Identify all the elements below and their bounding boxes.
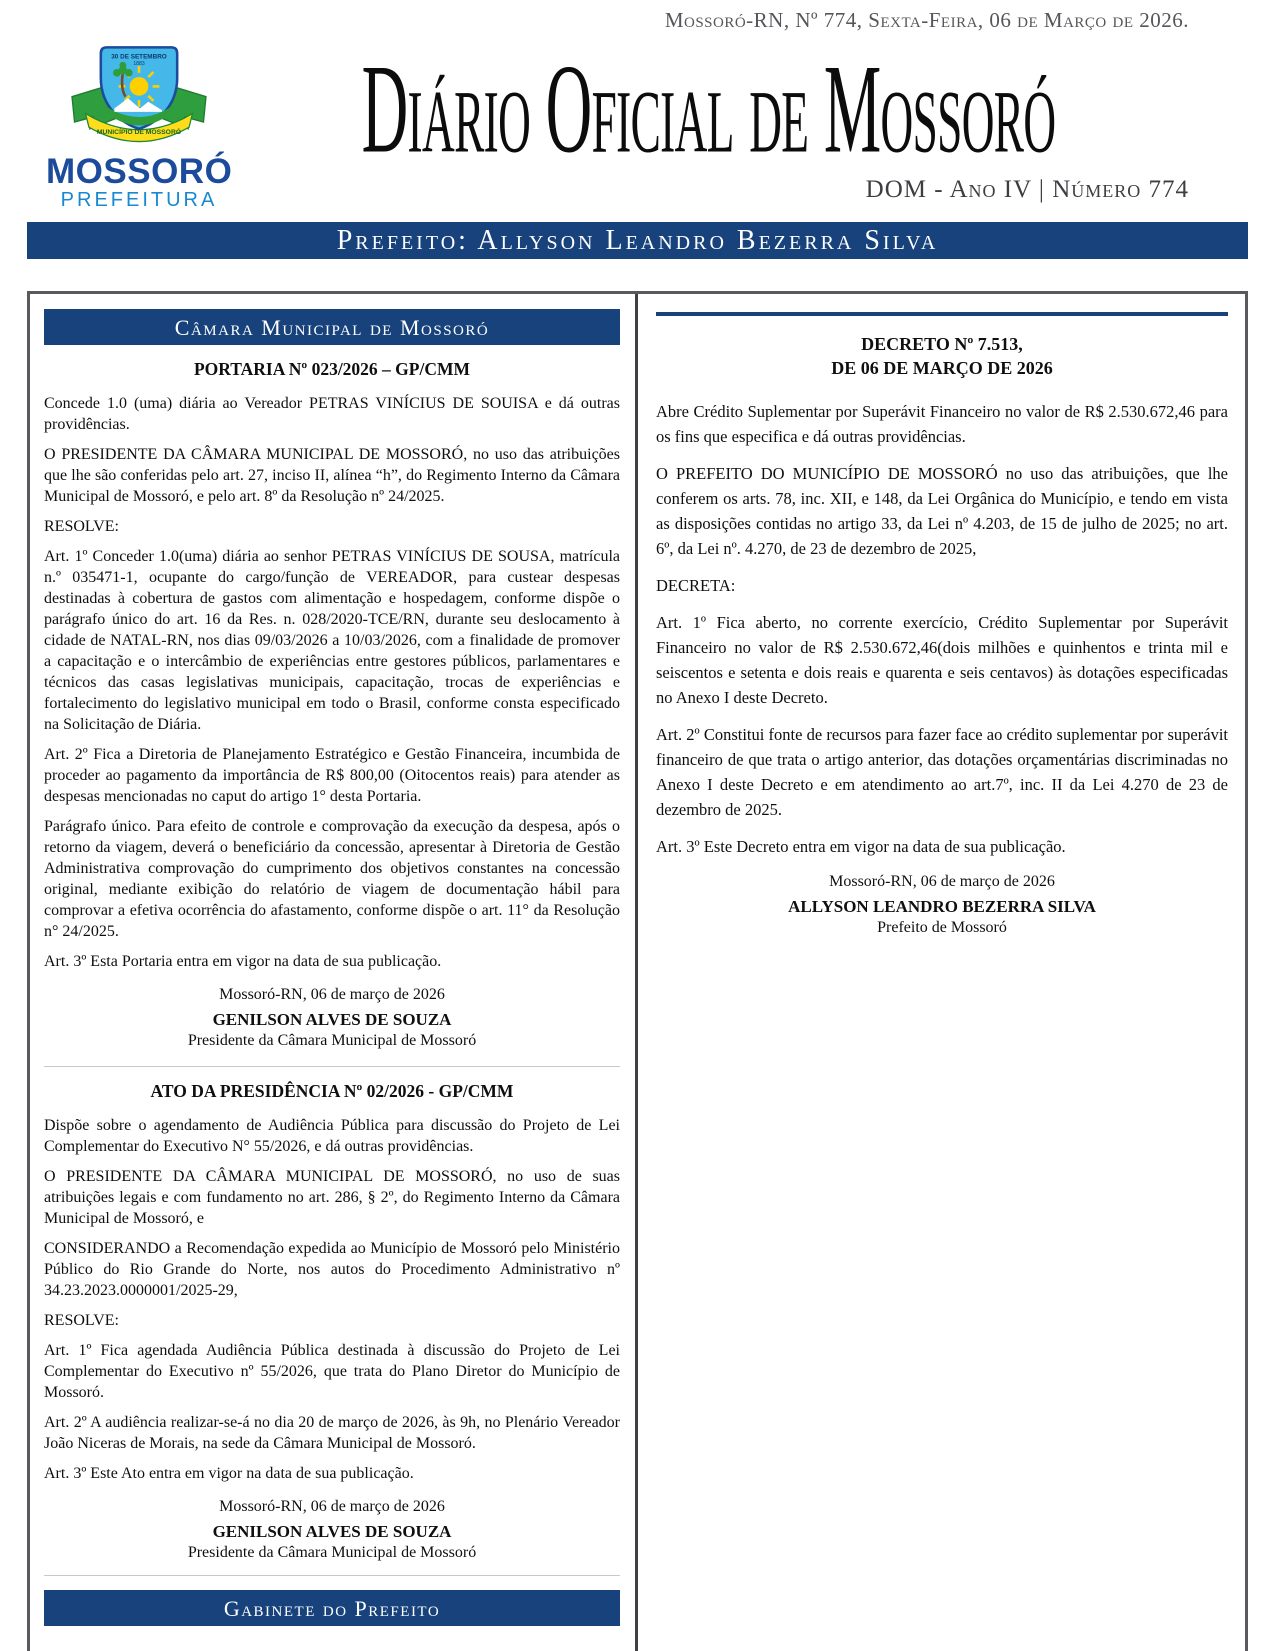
decreto-heading-line1: DECRETO Nº 7.513, — [861, 334, 1023, 354]
svg-text:MUNICÍPIO DE MOSSORÓ: MUNICÍPIO DE MOSSORÓ — [96, 128, 182, 136]
portaria-paragraph: Art. 1º Conceder 1.0(uma) diária ao senhor PETRAS VINÍCIUS DE SOUSA, matrícula n.º 035471-1, ocupante do cargo/função de VEREADOR, para custear despesas destinadas à cobertura de gastos com alimentação e hospedagem, conforme dispõe o parágrafo único do art. 16 da Res. n. 028/2020-TCE/RN, durante seu deslocamento à cidade de NATAL-RN, nos dias 09/03/2026 a 10/03/2026, com a finalidade de promover a capacitação e o intercâmbio de experiências entre gestores públicos, parlamentares e técnicos das casas legislativas municipais, capacitação, trocas de experiências e fortalecimento do legislativo municipal em todo o Brasil, conforme consta especificado na Solicitação de Diária. — [44, 548, 620, 733]
decreto-paragraph: DECRETA: — [656, 575, 736, 595]
ato-heading: ATO DA PRESIDÊNCIA Nº 02/2026 - GP/CMM — [150, 1081, 514, 1101]
portaria-heading: PORTARIA Nº 023/2026 – GP/CMM — [193, 359, 471, 379]
prefeito-banner: Prefeito: Allyson Leandro Bezerra Silva — [27, 222, 1248, 259]
decreto-paragraph: Art. 2º Constitui fonte de recursos para fazer face ao crédito suplementar por superávit financeiro de que trata o artigo anterior, das dotações orçamentárias discriminadas no Anexo I deste Decreto e em atendimento ao art.7º, inc. II da Lei 4.270 de 23 de dezembro de 2025. — [656, 724, 1228, 819]
portaria-signature-name: GENILSON ALVES DE SOUZA — [212, 1010, 452, 1029]
ato-signature-name: GENILSON ALVES DE SOUZA — [212, 1522, 452, 1541]
svg-text:1883: 1883 — [133, 61, 145, 68]
decreto-signature-role: Prefeito de Mossoró — [877, 918, 1007, 936]
ato-signature-role: Presidente da Câmara Municipal de Mossoró — [187, 1544, 477, 1561]
decreto-paragraph: Abre Crédito Suplementar por Superávit Financeiro no valor de R$ 2.530.672,46 para os fins que especifica e dá outras providências. — [656, 401, 1228, 446]
decreto-date-line: Mossoró-RN, 06 de março de 2026 — [829, 872, 1055, 890]
portaria-signature-role: Presidente da Câmara Municipal de Mossoró — [187, 1032, 477, 1049]
decreto-paragraph: O PREFEITO DO MUNICÍPIO DE MOSSORÓ no uso das atribuições, que lhe conferem os arts. 78, inc. XII, e 148, da Lei Orgânica do Município, e tendo em vista as disposições contidas no artigo 33, da Lei nº 4.203, de 15 de julho de 2025; no art. 6º, da Lei nº. 4.270, de 23 de dezembro de 2025, — [656, 463, 1228, 558]
portaria-paragraph: RESOLVE: — [44, 518, 119, 535]
decreto-paragraph: Art. 3º Este Decreto entra em vigor na data de sua publicação. — [656, 836, 1066, 856]
prefeitura-logo — [46, 44, 232, 212]
portaria-paragraph: Art. 3º Esta Portaria entra em vigor na data de sua publicação. — [44, 953, 442, 970]
ato-paragraph: Art. 2º A audiência realizar-se-á no dia 20 de março de 2026, às 9h, no Plenário Vereador João Niceras de Morais, na sede da Câmara Municipal de Mossoró. — [44, 1414, 620, 1452]
ato-paragraph: Art. 1º Fica agendada Audiência Pública destinada à discussão do Projeto de Lei Complementar do Executivo nº 55/2026, que trata do Plano Diretor do Município de Mossoró. — [44, 1342, 620, 1401]
logo-org-name: PREFEITURA — [60, 189, 218, 211]
ato-paragraph: Dispõe sobre o agendamento de Audiência Pública para discussão do Projeto de Lei Complementar do Executivo N° 55/2026, e dá outras providências. — [44, 1117, 620, 1155]
content-frame — [27, 291, 1248, 1651]
column-top-rule — [656, 312, 1228, 316]
ato-paragraph: RESOLVE: — [44, 1312, 119, 1329]
portaria-paragraph: Concede 1.0 (uma) diária ao Vereador PETRAS VINÍCIUS DE SOUISA e dá outras providências. — [44, 395, 620, 433]
mossoro-coat-of-arms-icon — [48, 44, 230, 156]
portaria-paragraph: Art. 2º Fica a Diretoria de Planejamento Estratégico e Gestão Financeira, incumbida de proceder ao pagamento da importância de R$ 800,00 (Oitocentos reais) para atender as despesas mencionadas no caput do artigo 1° desta Portaria. — [44, 746, 620, 805]
ato-paragraph: O PRESIDENTE DA CÂMARA MUNICIPAL DE MOSSORÓ, no uso de suas atribuições legais e com fundamento no art. 286, § 2º, do Regimento Interno da Câmara Municipal de Mossoró, e — [44, 1168, 620, 1227]
dateline: Mossoró-RN, Nº 774, Sexta-Feira, 06 de Março de 2026. — [664, 8, 1189, 32]
portaria-paragraph: Parágrafo único. Para efeito de controle e comprovação da execução da despesa, após o retorno da viagem, deverá o beneficiário da concessão, apresentar à Diretoria de Gestão Administrativa comprovação do cumprimento dos objetivos constantes na concessão original, mediante exibição do relatório de viagem de documentação hábil para comprovar a efetiva ocorrência do afastamento, conforme dispõe o art. 11° da Resolução n° 24/2025. — [44, 818, 620, 940]
right-column — [635, 294, 1245, 1651]
svg-text:30 DE SETEMBRO: 30 DE SETEMBRO — [111, 53, 167, 61]
decreto-signature-name: ALLYSON LEANDRO BEZERRA SILVA — [788, 896, 1096, 916]
gazette-title: Diário Oficial de Mossoró — [361, 38, 1055, 180]
ato-paragraph: CONSIDERANDO a Recomendação expedida ao Município de Mossoró pelo Ministério Público do Rio Grande do Norte, nos autos do Procedimento Administrativo nº 34.23.2023.0000001/2025-29, — [44, 1240, 620, 1299]
decreto-heading — [656, 332, 1228, 381]
logo-city-name: MOSSORÓ — [46, 152, 233, 191]
decreto-heading-line2: DE 06 DE MARÇO DE 2026 — [831, 358, 1053, 379]
edition-line: DOM - Ano IV | Número 774 — [865, 176, 1189, 203]
portaria-paragraph: O PRESIDENTE DA CÂMARA MUNICIPAL DE MOSSORÓ, no uso das atribuições que lhe são conferidas pelo art. 27, inciso II, alínea “h”, do Regimento Interno da Câmara Municipal de Mossoró, e pelo art. 8º da Resolução nº 24/2025. — [44, 446, 620, 505]
left-column — [30, 294, 635, 1651]
portaria-date-line: Mossoró-RN, 06 de março de 2026 — [219, 986, 445, 1003]
section-header-gabinete: Gabinete do Prefeito — [44, 1590, 620, 1626]
section-divider — [44, 1575, 620, 1576]
decreto-paragraph: Art. 1º Fica aberto, no corrente exercício, Crédito Suplementar por Superávit Financeiro no valor de R$ 2.530.672,46(dois milhões e quinhentos e trinta mil e seiscentos e setenta e dois reais e quarenta e seis centavos) às dotações especificadas no Anexo I deste Decreto. — [656, 612, 1228, 707]
ato-paragraph: Art. 3º Este Ato entra em vigor na data de sua publicação. — [44, 1465, 414, 1482]
section-header-camara: Câmara Municipal de Mossoró — [44, 309, 620, 345]
section-divider — [44, 1066, 620, 1067]
ato-date-line: Mossoró-RN, 06 de março de 2026 — [219, 1498, 445, 1515]
